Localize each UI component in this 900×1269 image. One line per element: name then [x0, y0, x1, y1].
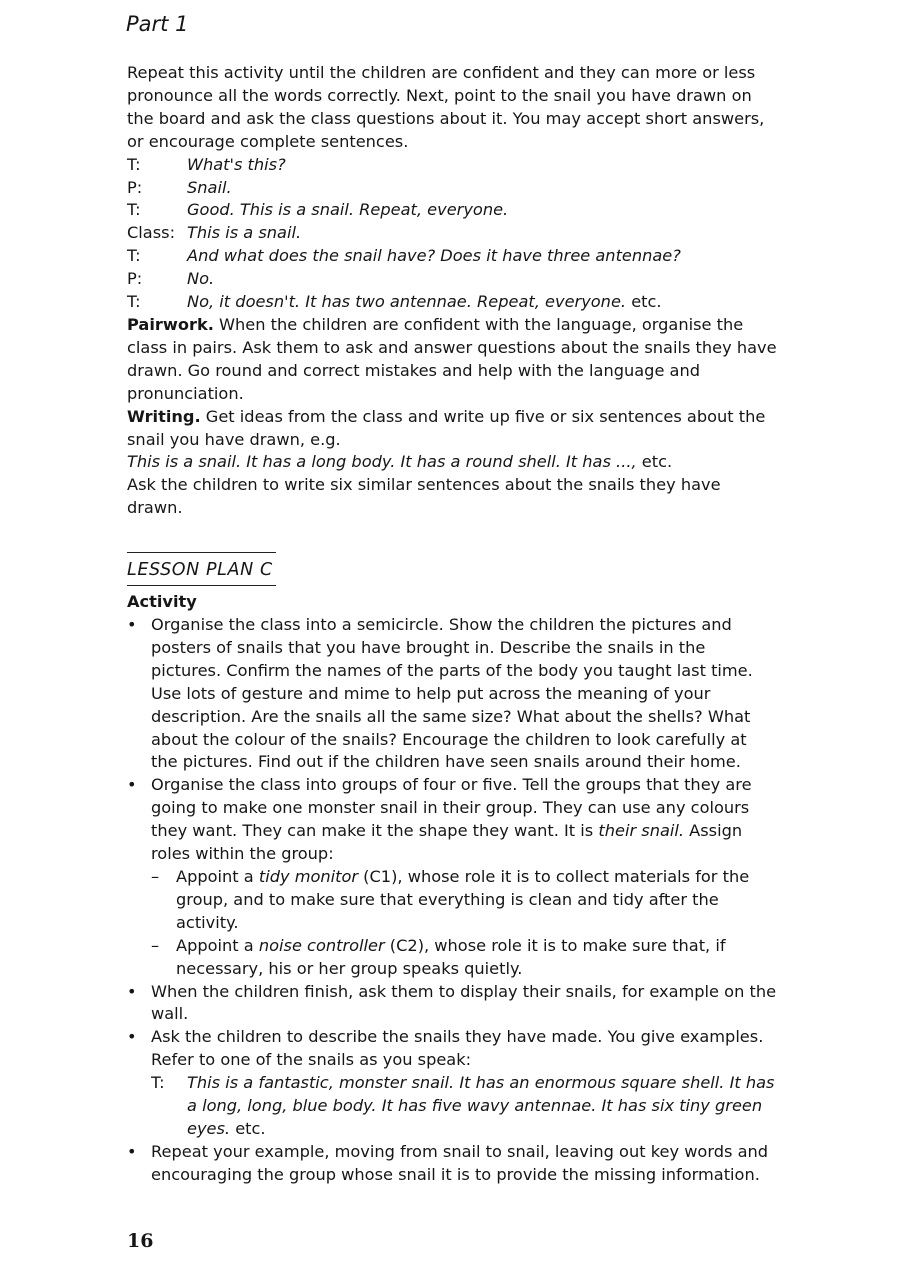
- sub-item-text: (C2), whose role it is to make sure that, if necessary, his or her group speaks quietly.: [176, 935, 726, 978]
- sub-item-text: Appoint a: [176, 867, 259, 886]
- title-rule-top: [127, 552, 276, 553]
- pairwork-label: Pairwork.: [127, 314, 214, 334]
- dialogue-line: [187, 199, 777, 222]
- activity-list: [127, 614, 777, 1187]
- page-content: [127, 62, 777, 1187]
- dialogue-row: [127, 291, 777, 314]
- dialogue-line: [187, 154, 777, 177]
- speaker-label: T:: [151, 1073, 165, 1093]
- intro-paragraph: Repeat this activity until the children are confident and they can more or less pronounce all the words correctly. Next, point to the snail you have drawn on the board and ask the class questions about it. You may accept short answers, or encourage complete sentences.: [127, 63, 765, 151]
- dialogue-row: [127, 268, 777, 291]
- title-rule-bottom: [127, 585, 276, 586]
- dialogue-row: [127, 222, 777, 245]
- dialogue-text: And what does the snail have? Does it have three antennae?: [187, 246, 681, 266]
- role-name: tidy monitor: [258, 867, 359, 886]
- dialogue-text: Good. This is a snail. Repeat, everyone.: [187, 200, 509, 220]
- activity-heading-text: Activity: [127, 592, 197, 612]
- speaker-label: T:: [127, 200, 141, 220]
- dialogue-row: [127, 245, 777, 268]
- list-item: • Repeat your example, moving from snail to snail, leaving out key words and encouraging the group whose snail it is to provide the missing information.: [127, 1141, 777, 1187]
- pairwork-text: When the children are confident with the language, organise the class in pairs. Ask them to ask and answer questions about the snails they have drawn. Go round and correct mistakes and help with the language and pronunciation.: [127, 314, 777, 403]
- dialogue-block: [127, 154, 777, 314]
- teacher-example-line: [187, 1072, 777, 1141]
- dialogue-text: This is a snail.: [187, 223, 302, 243]
- list-item: • Organise the class into a semicircle. Show the children the pictures and posters of snails that you have brought in. Describe the snails in the pictures. Confirm the names of the parts of the body you taught last time. Use lots of gesture and mime to help put across the meaning of your description. Are the snails all the same size? What about the shells? What about the colour of the snails? Encourage the children to look carefully at the pictures. Find out if the children have seen snails around their home.: [127, 614, 777, 774]
- dialogue-line: [187, 222, 777, 245]
- role-name: noise controller: [258, 935, 385, 955]
- speaker-label: T:: [127, 246, 141, 266]
- lesson-plan-title: LESSON PLAN C: [127, 560, 273, 581]
- lesson-plan-section: [127, 552, 777, 1187]
- list-item-text: Assign roles within the group:: [151, 821, 743, 864]
- part-header: Part 1: [126, 12, 189, 36]
- dialogue-text: What's this?: [187, 154, 286, 174]
- dialogue-line: [187, 268, 777, 291]
- roles-list: [151, 866, 777, 981]
- speaker-label: P:: [127, 177, 143, 197]
- teacher-example-tail: etc.: [230, 1118, 266, 1138]
- dialogue-line: [187, 245, 777, 268]
- speaker-label: T:: [127, 292, 141, 312]
- dialogue-text: No, it doesn't. It has two antennae. Repeat, everyone.: [187, 292, 627, 312]
- sub-item-text: (C1), whose role it is to collect materials for the group, and to make sure that everything is clean and tidy after the activity.: [176, 867, 750, 932]
- dialogue-text: Snail.: [187, 177, 232, 197]
- sub-item-text: Appoint a: [176, 935, 259, 955]
- list-item: [127, 774, 777, 980]
- dialogue-row: [127, 199, 777, 222]
- list-item: • When the children finish, ask them to display their snails, for example on the wall.: [127, 981, 777, 1027]
- speaker-label: T:: [127, 154, 141, 174]
- writing-paragraph: [127, 406, 777, 452]
- dialogue-row: [127, 154, 777, 177]
- writing-label: Writing.: [127, 406, 201, 426]
- writing-example-text: This is a snail. It has a long body. It has a round shell. It has ...,: [127, 452, 637, 472]
- writing-followup: Ask the children to write six similar sentences about the snails they have drawn.: [127, 475, 721, 518]
- pairwork-paragraph: [127, 314, 777, 406]
- sub-list-item: [151, 866, 777, 935]
- writing-text: Get ideas from the class and write up five or six sentences about the snail you have drawn, e.g.: [127, 406, 766, 449]
- list-item: [127, 1026, 777, 1141]
- teacher-example-text: This is a fantastic, monster snail. It has an enormous square shell. It has a long, long, blue body. It has five wavy antennae. It has six tiny green eyes.: [187, 1073, 775, 1138]
- writing-example: [127, 451, 777, 474]
- list-item-text: Organise the class into groups of four or five. Tell the groups that they are going to make one monster snail in their group. They can use any colours they want. They can make it the shape they want. It is: [151, 775, 752, 841]
- dialogue-line: [187, 291, 777, 314]
- dialogue-line: [187, 177, 777, 200]
- list-item-emphasis: their snail.: [598, 821, 685, 841]
- dialogue-tail: etc.: [626, 292, 662, 312]
- dialogue-text: No.: [187, 269, 215, 289]
- speaker-label: Class:: [127, 223, 176, 243]
- writing-example-tail: etc.: [636, 452, 673, 472]
- page-number: 16: [127, 1230, 154, 1252]
- teacher-example: [151, 1072, 777, 1141]
- dialogue-row: [127, 177, 777, 200]
- speaker-label: P:: [127, 269, 143, 289]
- activity-heading: [127, 591, 777, 614]
- sub-list-item: [151, 935, 777, 981]
- list-item-text: Ask the children to describe the snails they have made. You give examples. Refer to one of the snails as you speak:: [151, 1027, 764, 1070]
